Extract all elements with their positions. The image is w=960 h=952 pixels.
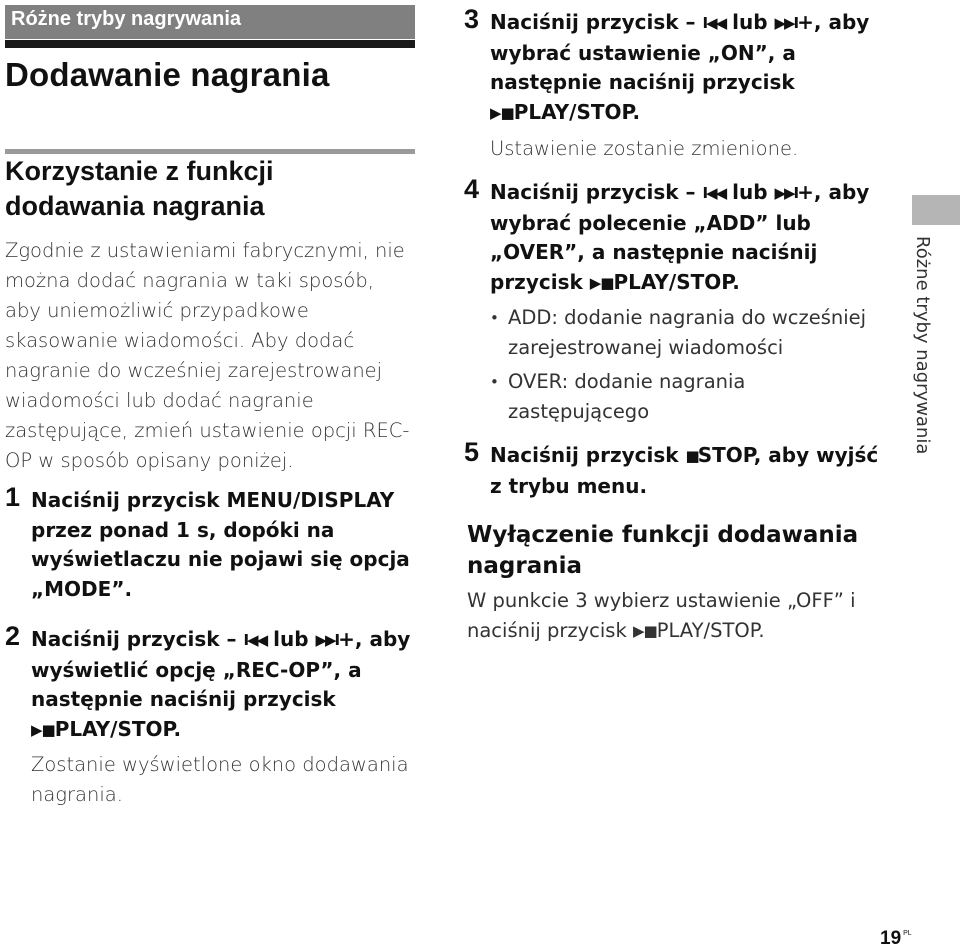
page-language-code: PL (903, 930, 912, 937)
page-title: Dodawanie nagrania (5, 56, 330, 93)
step-3-result: Ustawienie zostanie zmienione. (490, 137, 799, 160)
step-text: +, aby wyświetlić opcję „REC-OP”, a następnie naciśnij przycisk (31, 627, 411, 711)
play-stop-icon: ▶■ (490, 103, 514, 122)
step-text: Naciśnij przycisk (490, 443, 679, 467)
step-text: PLAY/STOP. (613, 269, 740, 294)
stop-icon: ■ (685, 447, 698, 465)
step-number: 5 (464, 437, 480, 467)
section-header-bar (5, 5, 415, 39)
step-text: +, aby wybrać ustawienie „ON”, a następnie naciśnij przycisk (490, 10, 870, 94)
subsection-title: Korzystanie z funkcji dodawania nagrania (5, 156, 274, 221)
header-rule (5, 40, 415, 48)
list-item: • ADD: dodanie nagrania do wcześniej zarejestrowanej wiadomości (490, 303, 890, 363)
section-header-label: Różne tryby nagrywania (11, 8, 242, 30)
step-text: STOP, aby wyjść z trybu menu. (490, 443, 879, 498)
step-5 (464, 437, 890, 501)
previous-track-icon: I◀◀ (702, 14, 726, 32)
side-tab-label: Różne tryby nagrywania (912, 236, 933, 455)
step-number: 4 (464, 174, 480, 204)
play-stop-icon: ▶■ (31, 720, 55, 739)
step-text: +, aby wybrać polecenie „ADD” lub „OVER”, a następnie naciśnij przycisk (490, 180, 870, 294)
step-text: PLAY/STOP. (54, 716, 182, 741)
section-2-body (467, 586, 897, 646)
list-item: • OVER: dodanie nagrania zastępującego (490, 367, 890, 427)
step-2-result: Zostanie wyświetlone okno dodawania nagrania. (31, 753, 409, 806)
step-text: PLAY/STOP. (513, 99, 641, 124)
step-text: lub (273, 627, 309, 651)
step-text: Naciśnij przycisk MENU/DISPLAY przez ponad 1 s, dopóki na wyświetlaczu nie pojawi się opcja „MODE”. (31, 488, 410, 601)
next-track-icon: ▶▶I (774, 14, 798, 32)
section-2-title: Wyłączenie funkcji dodawania nagrania (467, 522, 859, 579)
step-text: lub (732, 10, 768, 34)
step-4-options-list (490, 303, 890, 431)
next-track-icon: ▶▶I (315, 631, 339, 649)
next-track-icon: ▶▶I (774, 184, 798, 202)
step-number: 2 (5, 621, 21, 651)
intro-paragraph: Zgodnie z ustawieniami fabrycznymi, nie można dodać nagrania w taki sposób, aby uniemożliwić przypadkowe skasowanie wiadomości. Aby dodać nagranie do wcześniej zarejestrowanej wiadomości lub dodać nagranie zastępujące, zmień ustawienie opcji REC-OP w sposób opisany poniżej. (5, 239, 410, 472)
body-text: PLAY/STOP. (656, 619, 765, 642)
step-3 (464, 4, 895, 128)
step-2 (5, 621, 413, 745)
body-text: W punkcie 3 wybierz ustawienie „OFF” i naciśnij przycisk (467, 589, 856, 642)
side-tab-marker (912, 195, 960, 225)
step-text: Naciśnij przycisk – (490, 180, 696, 204)
play-stop-icon: ▶■ (589, 273, 614, 292)
page-number-value: 19 (880, 928, 902, 949)
page-number (880, 928, 912, 950)
previous-track-icon: I◀◀ (702, 184, 726, 202)
step-number: 3 (464, 4, 480, 34)
step-text: Naciśnij przycisk – (490, 10, 696, 34)
step-number: 1 (5, 482, 21, 512)
step-1 (5, 482, 411, 604)
step-text: Naciśnij przycisk – (31, 627, 237, 651)
step-4 (464, 174, 895, 298)
play-stop-icon: ▶■ (632, 622, 657, 640)
step-text: lub (732, 180, 768, 204)
previous-track-icon: I◀◀ (243, 631, 267, 649)
